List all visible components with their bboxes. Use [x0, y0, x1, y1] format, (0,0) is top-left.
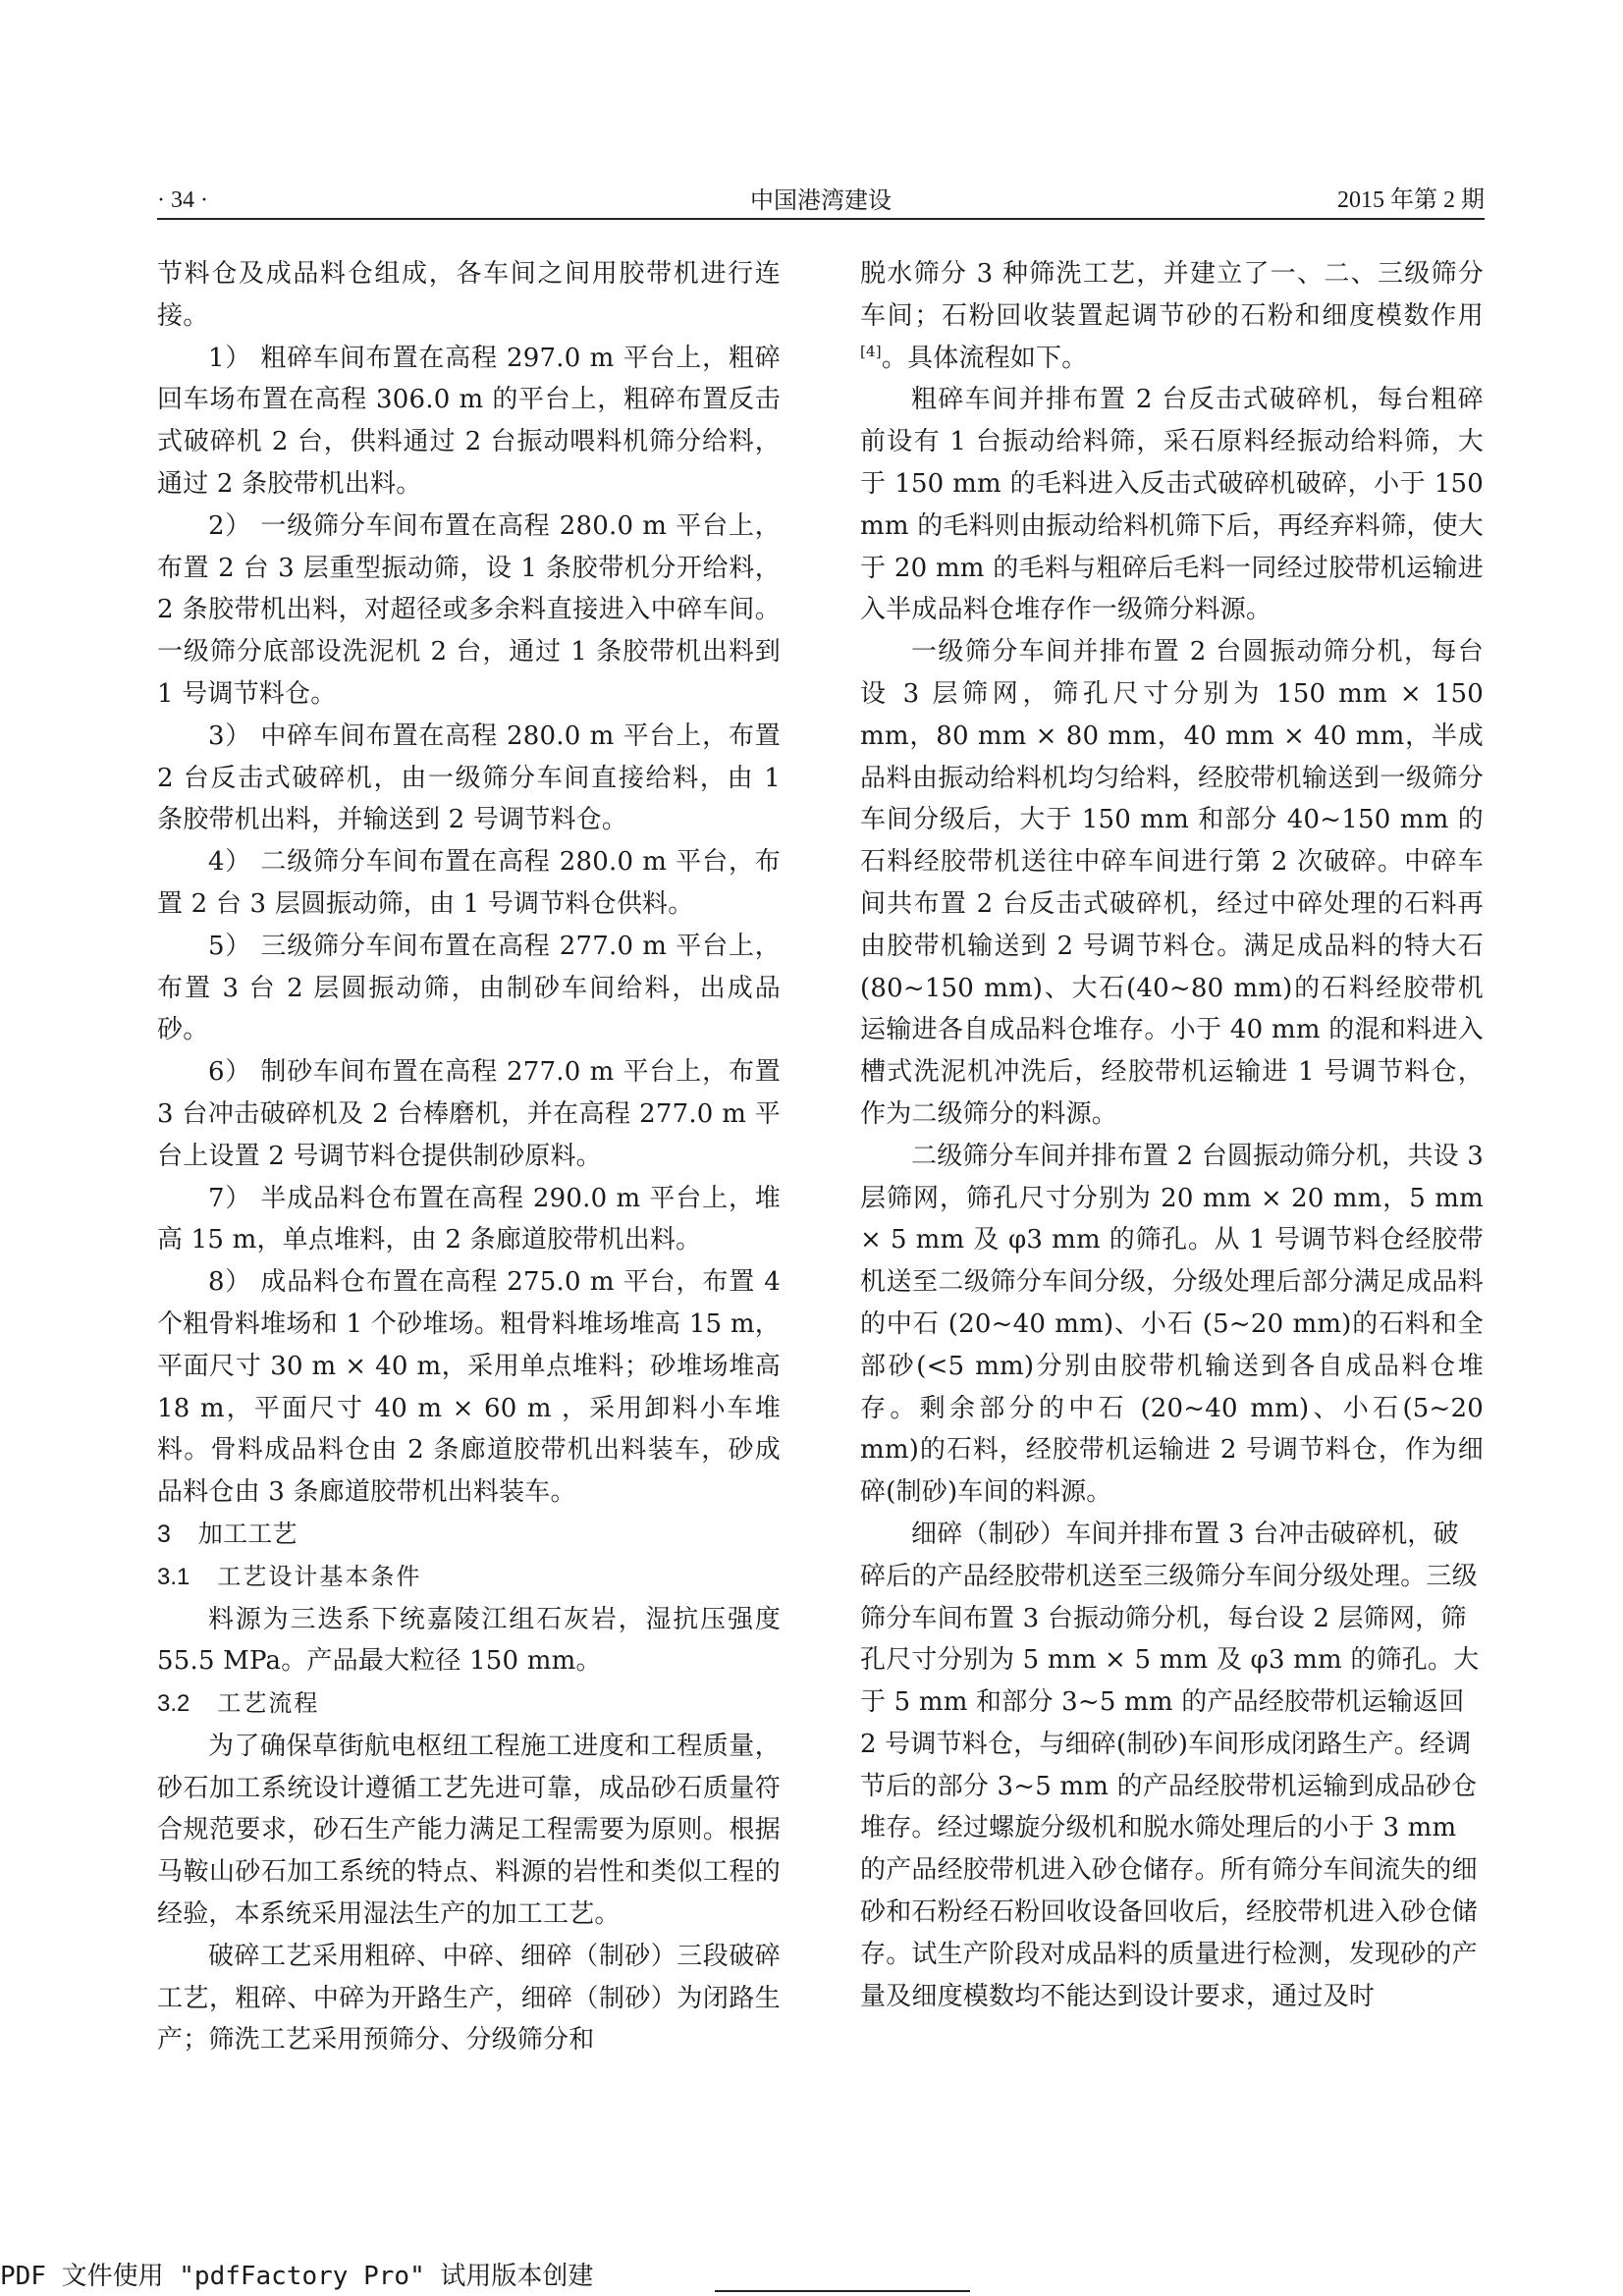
right-column [860, 253, 1484, 2017]
section-title: 加工工艺 [197, 1519, 298, 1548]
list-item: 4） 二级筛分车间布置在高程 280.0 m 平台，布置 2 台 3 层圆振动筛，由 1 号调节料仓供料。 [157, 847, 781, 919]
issue-label: 2015 年第 2 期 [1337, 187, 1485, 213]
subsection-title: 工艺流程 [217, 1689, 320, 1718]
paragraph [860, 253, 1484, 379]
paragraph: 为了确保草街航电枢纽工程施工进度和工程质量，砂石加工系统设计遵循工艺先进可靠，成品砂石质量符合规范要求，砂石生产能力满足工程需要为原则。根据马鞍山砂石加工系统的特点、料源的岩性和类似工程的经验，本系统采用湿法生产的加工工艺。 [157, 1731, 781, 1930]
journal-title: 中国港湾建设 [750, 187, 892, 214]
section-heading [157, 1514, 781, 1556]
left-column [157, 253, 781, 2061]
subsection-heading [157, 1556, 781, 1599]
paragraph: 二级筛分车间并排布置 2 台圆振动筛分机，共设 3 层筛网，筛孔尺寸分别为 20 mm × 20 mm，5 mm × 5 mm 及 φ3 mm 的筛孔。从 1 号调节料仓经胶带机送至二级筛分车间分级，分级处理后部分满足成品料的中石 (20~40 mm)、小石 (5~20 mm)的石料和全部砂(<5 mm)分别由胶带机输送到各自成品料仓堆存。剩余部分的中石 (20~40 mm)、小石(5~20 mm)的石料，经胶带机运输进 2 号调节料仓，作为细碎(制砂)车间的料源。 [860, 1141, 1484, 1508]
list-item: 5） 三级筛分车间布置在高程 277.0 m 平台上，布置 3 台 2 层圆振动筛，由制砂车间给料，出成品砂。 [157, 931, 781, 1045]
list-item: 8） 成品料仓布置在高程 275.0 m 平台，布置 4 个粗骨料堆场和 1 个砂堆场。粗骨料堆场堆高 15 m，平面尺寸 30 m × 40 m，采用单点堆料；砂堆场堆高 18 m，平面尺寸 40 m × 60 m ，采用卸料小车堆料。骨料成品料仓由 2 条廊道胶带机出料装车，砂成品料仓由 3 条廊道胶带机出料装车。 [157, 1267, 781, 1508]
paragraph: 粗碎车间并排布置 2 台反击式破碎机，每台粗碎前设有 1 台振动给料筛，采石原料经振动给料筛，大于 150 mm 的毛料进入反击式破碎机破碎，小于 150 mm 的毛料则由振动给料机筛下后，再经弃料筛，使大于 20 mm 的毛料与粗碎后毛料一同经过胶带机运输进入半成品料仓堆存作一级筛分料源。 [860, 385, 1484, 625]
paragraph-text: 脱水筛分 3 种筛洗工艺，并建立了一、二、三级筛分车间；石粉回收装置起调节砂的石粉和细度模数作用 [860, 259, 1484, 331]
subsection-title: 工艺设计基本条件 [217, 1562, 422, 1590]
paragraph: 破碎工艺采用粗碎、中碎、细碎（制砂）三段破碎工艺，粗碎、中碎为开路生产，细碎（制砂）为闭路生产；筛洗工艺采用预筛分、分级筛分和 [157, 1941, 781, 2056]
footer-rule [715, 2290, 970, 2292]
subsection-heading [157, 1682, 781, 1726]
citation-ref: [4] [860, 342, 882, 360]
page-number: · 34 · [157, 187, 208, 213]
paragraph: 细碎（制砂）车间并排布置 3 台冲击破碎机，破碎后的产品经胶带机送至三级筛分车间分级处理。三级筛分车间布置 3 台振动筛分机，每台设 2 层筛网，筛孔尺寸分别为 5 mm × 5 mm 及 φ3 mm 的筛孔。大于 5 mm 和部分 3~5 mm 的产品经胶带机运输返回 2 号调节料仓，与细碎(制砂)车间形成闭路生产。经调节后的部分 3~5 mm 的产品经胶带机运输到成品砂仓堆存。经过螺旋分级机和脱水筛处理后的小于 3 mm 的产品经胶带机进入砂仓储存。所有筛分车间流失的细砂和石粉经石粉回收设备回收后，经胶带机进入砂仓储存。试生产阶段对成品料的质量进行检测，发现砂的产量及细度模数均不能达到设计要求，通过及时 [860, 1519, 1480, 2011]
paragraph-text: 。具体流程如下。 [881, 343, 1088, 373]
list-item: 3） 中碎车间布置在高程 280.0 m 平台上，布置 2 台反击式破碎机，由一级筛分车间直接给料，由 1 条胶带机出料，并输送到 2 号调节料仓。 [157, 721, 781, 835]
header-rule [157, 218, 1485, 220]
pdf-watermark-footer: PDF 文件使用 "pdfFactory Pro" 试用版本创建 [0, 2262, 610, 2291]
paragraph: 一级筛分车间并排布置 2 台圆振动筛分机，每台设 3 层筛网，筛孔尺寸分别为 150 mm × 150 mm，80 mm × 80 mm，40 mm × 40 mm，半成品料由振动给料机均匀给料，经胶带机输送到一级筛分车间分级后，大于 150 mm 和部分 40~150 mm 的石料经胶带机送往中碎车间进行第 2 次破碎。中碎车间共布置 2 台反击式破碎机，经过中碎处理的石料再由胶带机输送到 2 号调节料仓。满足成品料的特大石(80~150 mm)、大石(40~80 mm)的石料经胶带机运输进各自成品料仓堆存。小于 40 mm 的混和料进入槽式洗泥机冲洗后，经胶带机运输进 1 号调节料仓，作为二级筛分的料源。 [860, 637, 1484, 1129]
list-item: 2） 一级筛分车间布置在高程 280.0 m 平台上，布置 2 台 3 层重型振动筛，设 1 条胶带机分开给料，2 条胶带机出料，对超径或多余料直接进入中碎车间。一级筛分底部设洗泥机 2 台，通过 1 条胶带机出料到 1 号调节料仓。 [157, 510, 781, 709]
list-item: 6） 制砂车间布置在高程 277.0 m 平台上，布置 3 台冲击破碎机及 2 台棒磨机，并在高程 277.0 m 平台上设置 2 号调节料仓提供制砂原料。 [157, 1057, 781, 1171]
list-item: 7） 半成品料仓布置在高程 290.0 m 平台上，堆高 15 m，单点堆料，由 2 条廊道胶带机出料。 [157, 1183, 781, 1255]
paragraph: 料源为三迭系下统嘉陵江组石灰岩，湿抗压强度 55.5 MPa。产品最大粒径 150 mm。 [157, 1604, 781, 1677]
subsection-number: 3.1 [157, 1563, 190, 1590]
list-item: 1） 粗碎车间布置在高程 297.0 m 平台上，粗碎回车场布置在高程 306.0 m 的平台上，粗碎布置反击式破碎机 2 台，供料通过 2 台振动喂料机筛分给料，通过 2 条胶带机出料。 [157, 343, 781, 499]
subsection-number: 3.2 [157, 1690, 190, 1718]
paragraph: 节料仓及成品料仓组成，各车间之间用胶带机进行连接。 [157, 259, 781, 331]
section-number: 3 [157, 1520, 171, 1548]
